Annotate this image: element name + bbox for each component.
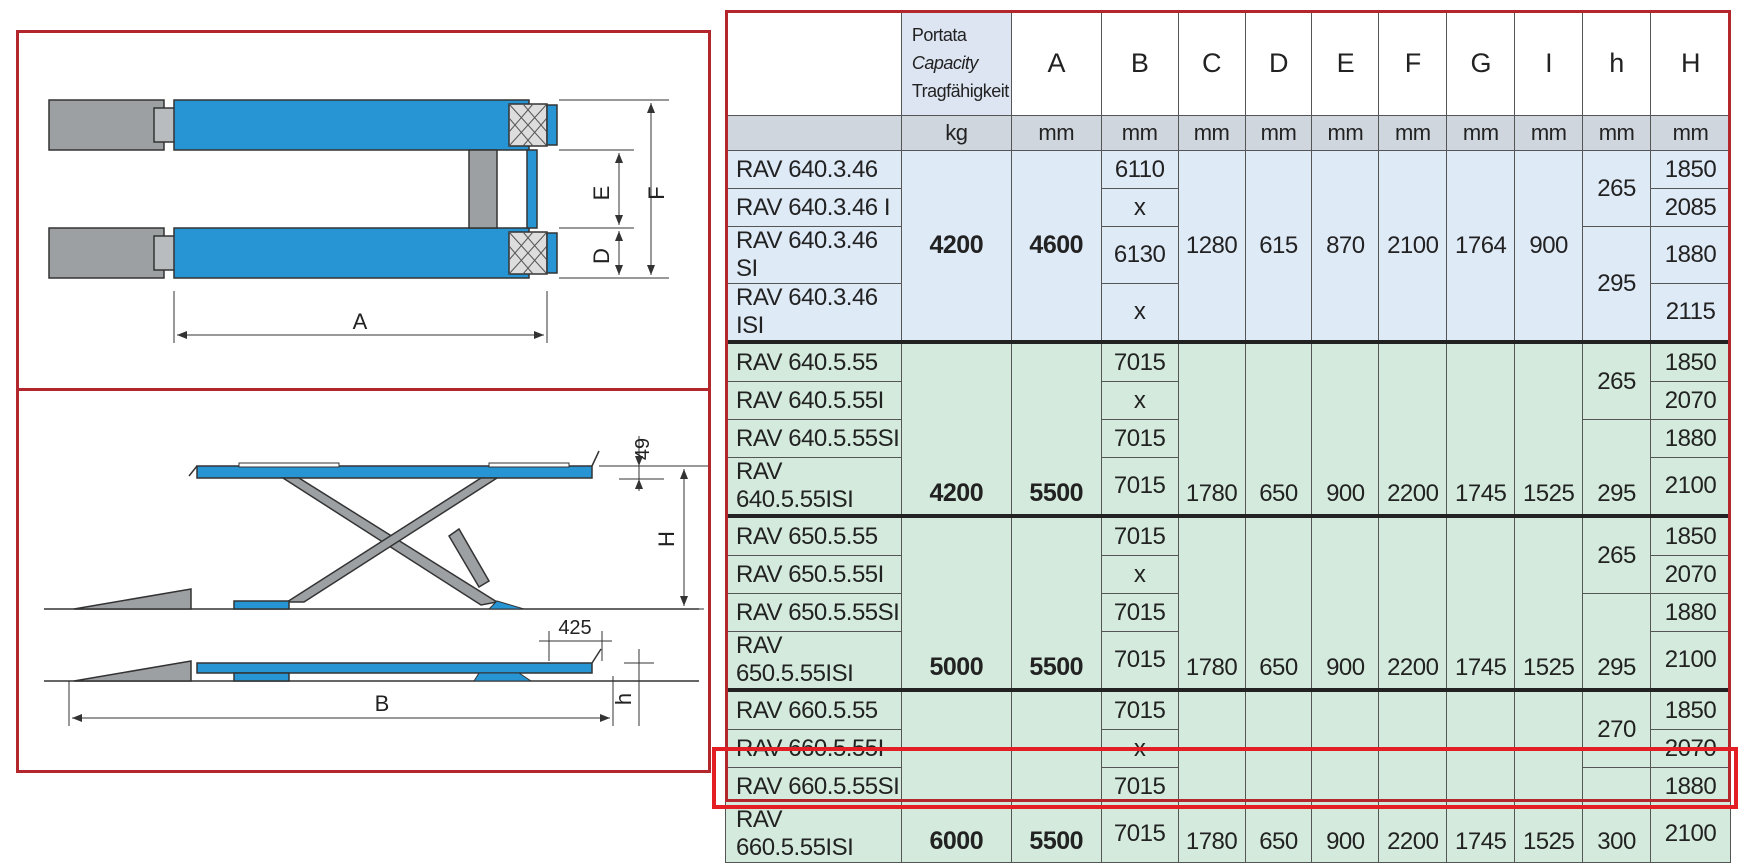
b-cell: 7015 xyxy=(1101,632,1178,691)
b-cell: 7015 xyxy=(1101,516,1178,556)
header-col-a: A xyxy=(1011,11,1101,116)
i-cell: 1525 xyxy=(1515,516,1583,690)
model-cell: RAV 660.5.55 xyxy=(726,690,902,730)
unit-cell: mm xyxy=(1447,116,1515,151)
header-capacity xyxy=(901,11,1011,116)
spec-table xyxy=(725,10,1731,863)
a-cell: 5500 xyxy=(1011,342,1101,516)
dim-label-425: 425 xyxy=(558,617,592,639)
top-view-diagram xyxy=(19,33,708,388)
table-row xyxy=(726,690,1731,730)
side-view-diagram xyxy=(19,391,708,770)
dim-label-h-lower: h xyxy=(611,692,636,706)
f-cell: 2200 xyxy=(1379,516,1447,690)
capacity-cell: 6000 xyxy=(901,690,1011,863)
h-cell: 2070 xyxy=(1651,382,1731,420)
b-cell: x xyxy=(1101,556,1178,594)
lower-ramp-extension xyxy=(49,228,164,278)
e-cell: 900 xyxy=(1312,516,1379,690)
model-cell: RAV 660.5.55ISI xyxy=(726,806,902,863)
header-col-b: B xyxy=(1101,11,1178,116)
lowered-platform xyxy=(197,663,592,673)
b-cell: x xyxy=(1101,382,1178,420)
capacity-cell: 4200 xyxy=(901,342,1011,516)
unit-cell: kg xyxy=(901,116,1011,151)
h-cell: 2100 xyxy=(1651,806,1731,863)
table-row xyxy=(726,151,1731,189)
b-cell: 6130 xyxy=(1101,227,1178,284)
h-cell: 2070 xyxy=(1651,556,1731,594)
header-row xyxy=(726,11,1731,116)
d-cell: 650 xyxy=(1245,342,1312,516)
header-col-f: F xyxy=(1379,11,1447,116)
capacity-label-de: Tragfähigkeit xyxy=(911,81,1009,101)
upper-ramp-extension xyxy=(49,100,164,150)
b-cell: 7015 xyxy=(1101,768,1178,806)
i-cell: 1525 xyxy=(1515,690,1583,863)
dim-label-a: A xyxy=(352,309,368,334)
e-cell: 900 xyxy=(1312,342,1379,516)
b-cell: 7015 xyxy=(1101,420,1178,458)
b-cell: x xyxy=(1101,189,1178,227)
capacity-cell: 5000 xyxy=(901,516,1011,690)
c-cell: 1780 xyxy=(1178,342,1245,516)
model-cell: RAV 640.5.55I xyxy=(726,382,902,420)
header-empty-cell xyxy=(726,11,902,116)
h-small-cell: 295 xyxy=(1583,227,1651,343)
unit-cell: mm xyxy=(1178,116,1245,151)
g-cell: 1745 xyxy=(1447,690,1515,863)
header-col-g: G xyxy=(1447,11,1515,116)
model-cell: RAV 650.5.55 xyxy=(726,516,902,556)
h-cell: 2100 xyxy=(1651,632,1731,691)
b-cell: x xyxy=(1101,730,1178,768)
lowered-ramp xyxy=(74,661,191,681)
c-cell: 1780 xyxy=(1178,690,1245,863)
model-cell: RAV 640.5.55SI xyxy=(726,420,902,458)
model-cell: RAV 650.5.55ISI xyxy=(726,632,902,691)
h-cell: 1850 xyxy=(1651,151,1731,189)
dim-label-49: 49 xyxy=(632,437,654,461)
d-cell: 650 xyxy=(1245,690,1312,863)
model-cell: RAV 650.5.55I xyxy=(726,556,902,594)
b-cell: 7015 xyxy=(1101,690,1178,730)
upper-platform xyxy=(174,100,529,150)
header-col-d: D xyxy=(1245,11,1312,116)
capacity-label-en: Capacity xyxy=(911,53,978,73)
h-small-cell: 270 xyxy=(1583,690,1651,768)
units-row xyxy=(726,116,1731,151)
c-cell: 1280 xyxy=(1178,151,1245,343)
b-cell: 7015 xyxy=(1101,594,1178,632)
header-col-i: I xyxy=(1515,11,1583,116)
h-cell: 2115 xyxy=(1651,284,1731,343)
dim-label-b: B xyxy=(374,691,390,716)
model-cell: RAV 640.3.46 SI xyxy=(726,227,902,284)
h-cell: 2100 xyxy=(1651,458,1731,517)
header-col-h: H xyxy=(1651,11,1731,116)
cross-beam xyxy=(469,150,497,228)
h-cell: 1850 xyxy=(1651,342,1731,382)
h-cell: 1850 xyxy=(1651,516,1731,556)
h-cell: 1880 xyxy=(1651,594,1731,632)
h-small-cell: 295 xyxy=(1583,594,1651,691)
h-small-cell: 300 xyxy=(1583,768,1651,863)
model-cell: RAV 640.3.46 xyxy=(726,151,902,189)
header-col-e: E xyxy=(1312,11,1379,116)
dim-label-d: D xyxy=(589,248,614,264)
a-cell: 5500 xyxy=(1011,516,1101,690)
model-cell: RAV 640.3.46 I xyxy=(726,189,902,227)
unit-cell: mm xyxy=(1011,116,1101,151)
model-cell: RAV 640.5.55 xyxy=(726,342,902,382)
model-cell: RAV 640.3.46 ISI xyxy=(726,284,902,343)
a-cell: 5500 xyxy=(1011,690,1101,863)
b-cell: 7015 xyxy=(1101,806,1178,863)
model-cell: RAV 660.5.55I xyxy=(726,730,902,768)
h-small-cell: 295 xyxy=(1583,420,1651,517)
raised-platform xyxy=(197,466,592,478)
f-cell: 2200 xyxy=(1379,342,1447,516)
unit-cell: mm xyxy=(1651,116,1731,151)
unit-cell: mm xyxy=(1583,116,1651,151)
h-cell: 2070 xyxy=(1651,730,1731,768)
dim-label-h-upper: H xyxy=(654,531,679,547)
b-cell: 6110 xyxy=(1101,151,1178,189)
d-cell: 615 xyxy=(1245,151,1312,343)
g-cell: 1764 xyxy=(1447,151,1515,343)
d-cell: 650 xyxy=(1245,516,1312,690)
model-cell: RAV 640.5.55ISI xyxy=(726,458,902,517)
h-cell: 2085 xyxy=(1651,189,1731,227)
e-cell: 870 xyxy=(1312,151,1379,343)
side-view-panel xyxy=(16,388,711,773)
h-cell: 1880 xyxy=(1651,227,1731,284)
unit-cell: mm xyxy=(1101,116,1178,151)
b-cell: 7015 xyxy=(1101,342,1178,382)
lower-platform xyxy=(174,228,529,278)
b-cell: x xyxy=(1101,284,1178,343)
unit-cell: mm xyxy=(1379,116,1447,151)
h-small-cell: 265 xyxy=(1583,516,1651,594)
unit-cell: mm xyxy=(1515,116,1583,151)
header-col-h-small: h xyxy=(1583,11,1651,116)
model-cell: RAV 650.5.55SI xyxy=(726,594,902,632)
g-cell: 1745 xyxy=(1447,516,1515,690)
h-cell: 1850 xyxy=(1651,690,1731,730)
h-small-cell: 265 xyxy=(1583,151,1651,227)
raised-ramp xyxy=(74,589,191,609)
f-cell: 2100 xyxy=(1379,151,1447,343)
f-cell: 2200 xyxy=(1379,690,1447,863)
table-row xyxy=(726,342,1731,382)
a-cell: 4600 xyxy=(1011,151,1101,343)
h-cell: 1880 xyxy=(1651,768,1731,806)
capacity-cell: 4200 xyxy=(901,151,1011,343)
unit-cell: mm xyxy=(1245,116,1312,151)
i-cell: 900 xyxy=(1515,151,1583,343)
h-cell: 1880 xyxy=(1651,420,1731,458)
capacity-label-it: Portata xyxy=(911,25,967,45)
h-small-cell: 265 xyxy=(1583,342,1651,420)
top-view-panel xyxy=(16,30,711,391)
i-cell: 1525 xyxy=(1515,342,1583,516)
e-cell: 900 xyxy=(1312,690,1379,863)
c-cell: 1780 xyxy=(1178,516,1245,690)
dim-label-e: E xyxy=(589,185,614,201)
header-col-c: C xyxy=(1178,11,1245,116)
dim-label-f: F xyxy=(644,186,669,200)
b-cell: 7015 xyxy=(1101,458,1178,517)
table-row xyxy=(726,516,1731,556)
g-cell: 1745 xyxy=(1447,342,1515,516)
model-cell: RAV 660.5.55SI xyxy=(726,768,902,806)
unit-cell: mm xyxy=(1312,116,1379,151)
